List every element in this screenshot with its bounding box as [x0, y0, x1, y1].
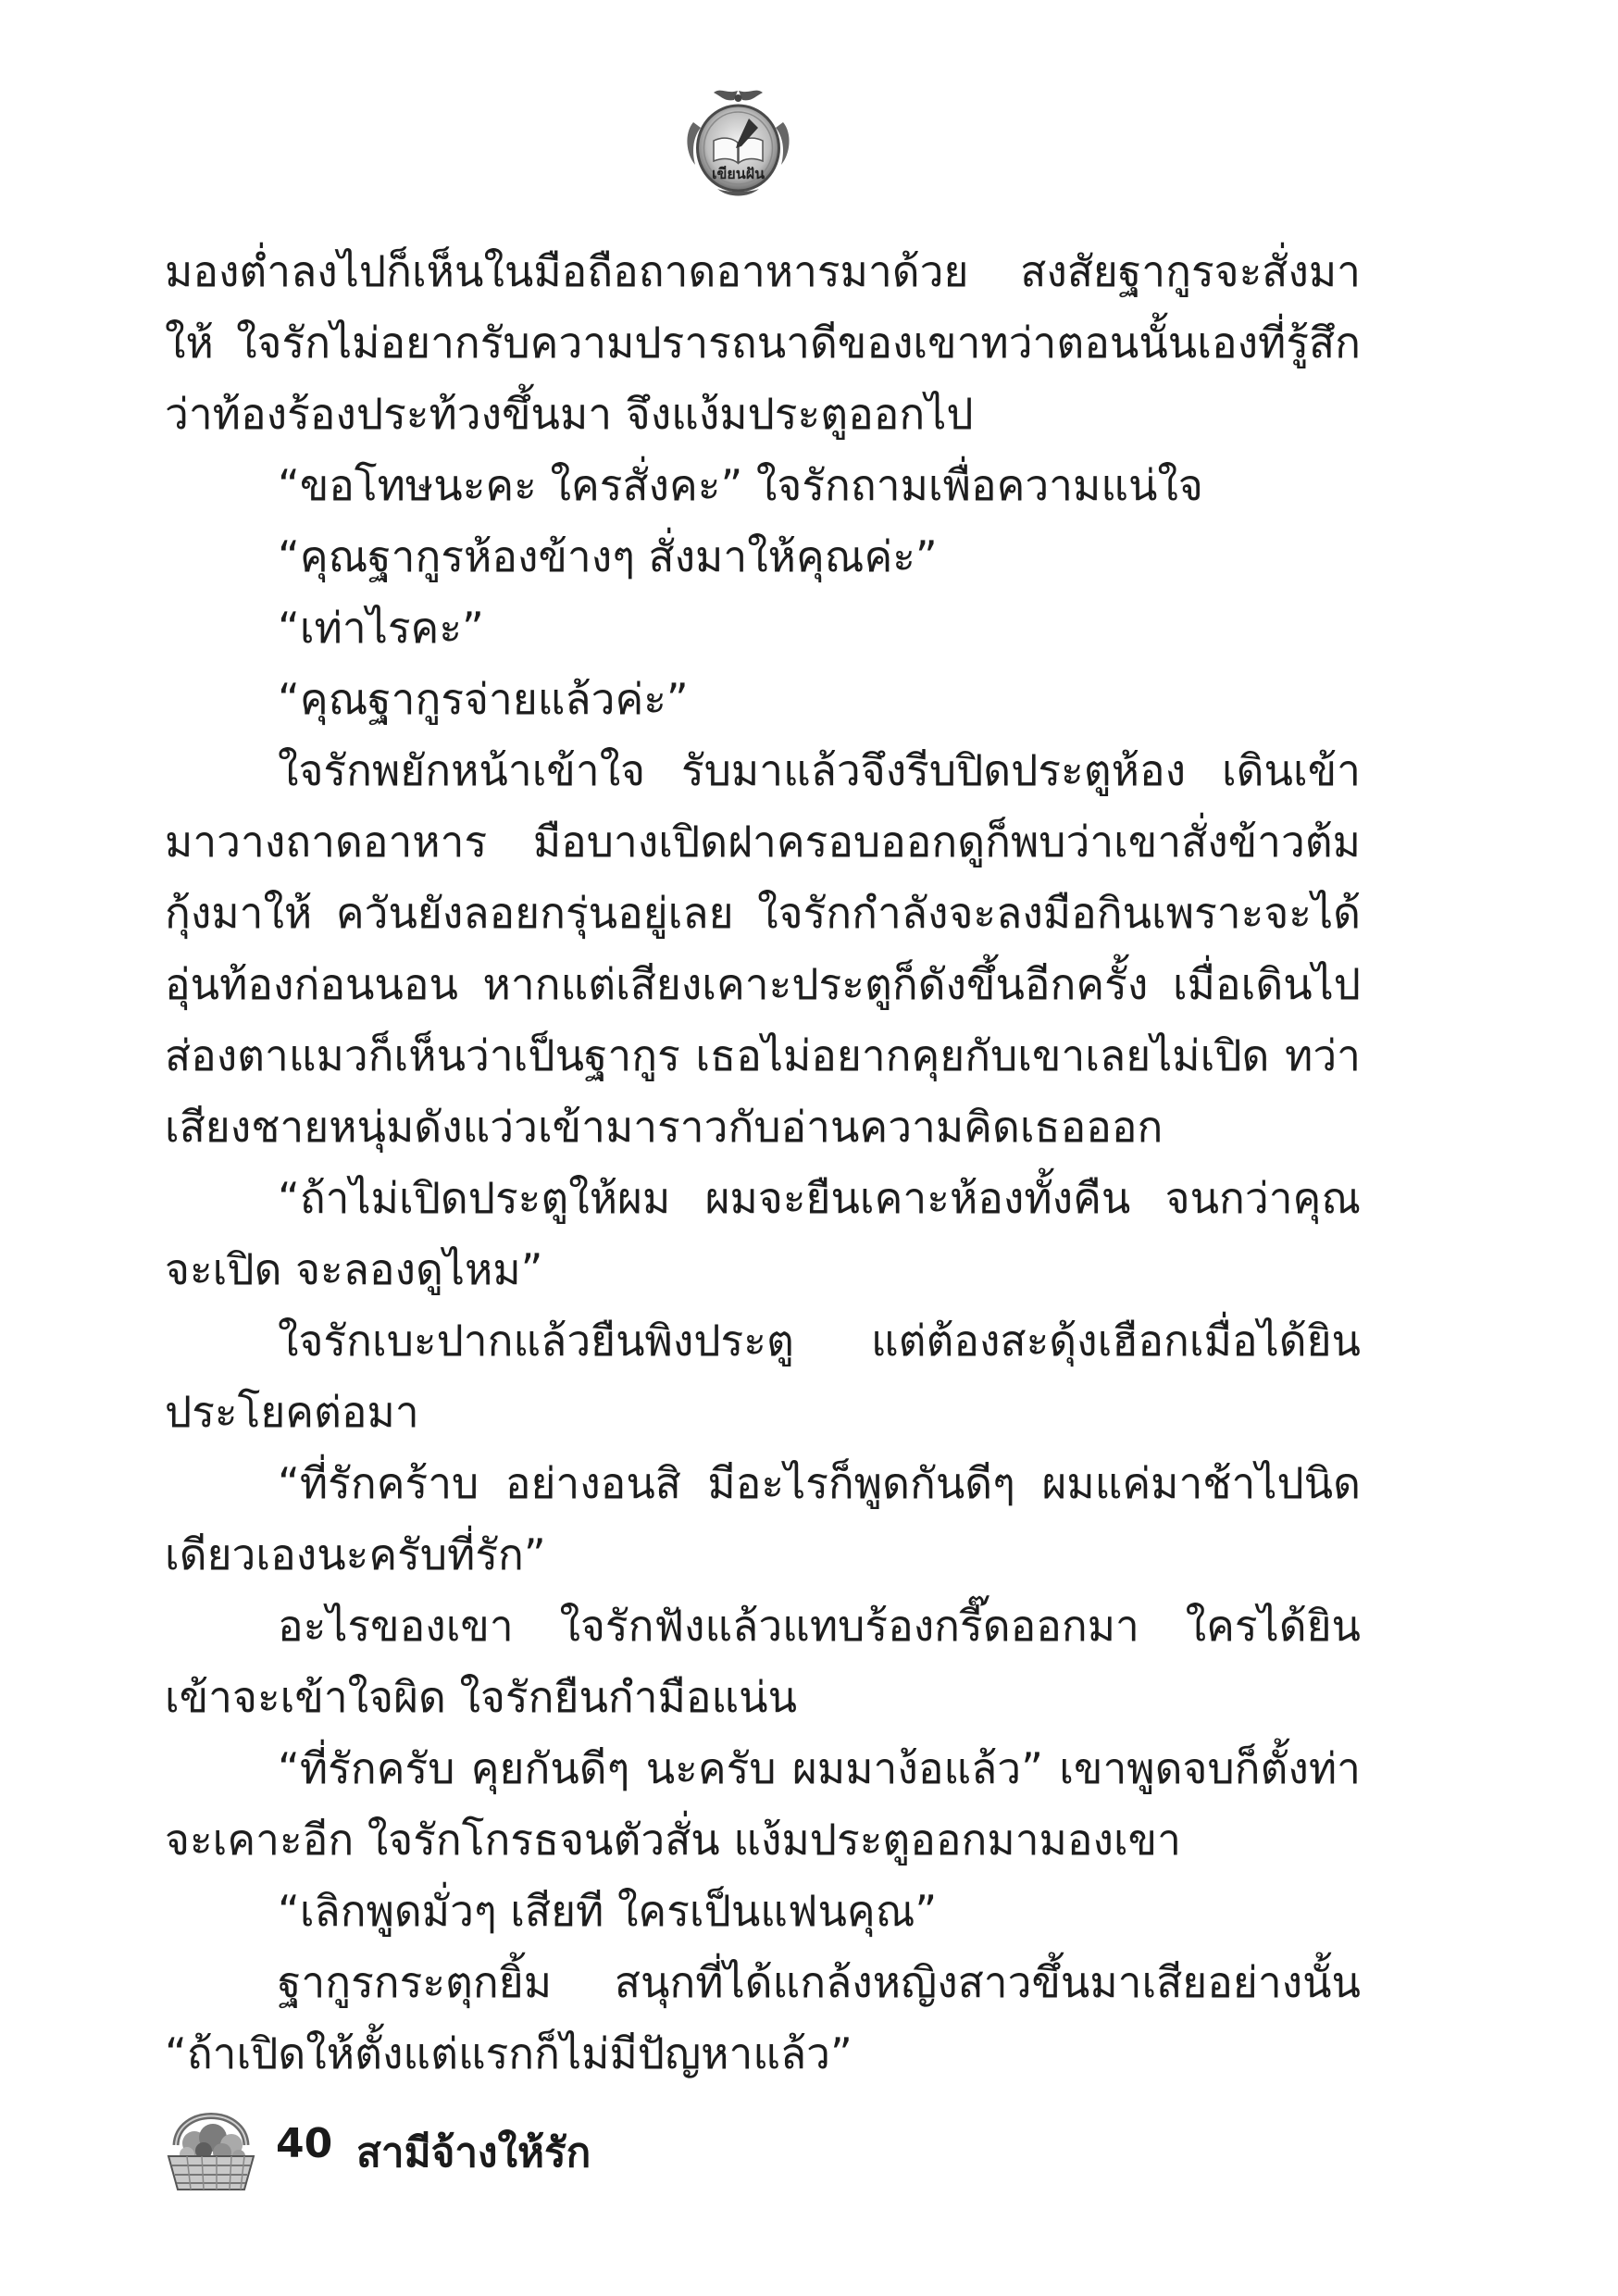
paragraph: “คุณฐากูรห้องข้างๆ สั่งมาให้คุณค่ะ” [278, 531, 938, 581]
paragraph: “ถ้าไม่เปิดประตูให้ผม ผมจะยืนเคาะห้องทั้งคืน จนกว่าคุณจะเปิด จะลองดูไหม” [165, 1173, 1361, 1294]
paragraph: “ที่รักครับ คุยกันดีๆ นะครับ ผมมาง้อแล้ว” เขาพูดจบก็ตั้งท่าจะเคาะอีก ใจรักโกรธจนตัวสั่น แง้มประตูออกมามองเขา [165, 1743, 1361, 1865]
paragraph: “คุณฐากูรจ่ายแล้วค่ะ” [278, 674, 689, 724]
paragraph: อะไรของเขา ใจรักฟังแล้วแทบร้องกรี๊ดออกมา ใครได้ยินเข้าจะเข้าใจผิด ใจรักยืนกำมือแน่น [165, 1601, 1361, 1722]
ornamental-book-emblem-icon [680, 85, 796, 206]
paragraph: “ที่รักคร้าบ อย่างอนสิ มีอะไรก็พูดกันดีๆ ผมแค่มาช้าไปนิดเดียวเองนะครับที่รัก” [165, 1458, 1361, 1579]
paragraph: ใจรักเบะปากแล้วยืนพิงประตู แต่ต้องสะดุ้งเฮือกเมื่อได้ยินประโยคต่อมา [165, 1316, 1361, 1437]
paragraph: “ขอโทษนะคะ ใครสั่งคะ” ใจรักถามเพื่อความแน่ใจ [278, 460, 1203, 510]
paragraph: “เลิกพูดมั่วๆ เสียที ใครเป็นแฟนคุณ” [278, 1886, 938, 1936]
book-title: สามีจ้างให้รัก [356, 2129, 591, 2177]
emblem-text: เขียนฝัน [711, 165, 765, 182]
paragraph: ฐากูรกระตุกยิ้ม สนุกที่ได้แกล้งหญิงสาวขึ้นมาเสียอย่างนั้น “ถ้าเปิดให้ตั้งแต่แรกก็ไม่มีปัญหาแล้ว” [165, 1957, 1361, 2078]
flower-basket-icon [159, 2097, 263, 2194]
paragraph: ใจรักพยักหน้าเข้าใจ รับมาแล้วจึงรีบปิดประตูห้อง เดินเข้ามาวางถาดอาหาร มือบางเปิดฝาครอบออกดูก็พบว่าเขาสั่งข้าวต้มกุ้งมาให้ ควันยังลอยกรุ่นอยู่เลย ใจรักกำลังจะลงมือกินเพราะจะได้อุ่นท้องก่อนนอน หากแต่เสียงเคาะประตูก็ดังขึ้นอีกครั้ง เมื่อเดินไปส่องตาแมวก็เห็นว่าเป็นฐากูร เธอไม่อยากคุยกับเขาเลยไม่เปิด ทว่าเสียงชายหนุ่มดังแว่วเข้ามาราวกับอ่านความคิดเธอออก [165, 745, 1361, 1152]
paragraph: มองต่ำลงไปก็เห็นในมือถือถาดอาหารมาด้วย สงสัยฐากูรจะสั่งมาให้ ใจรักไม่อยากรับความปรารถนาดีของเขาทว่าตอนนั้นเองที่รู้สึกว่าท้องร้องประท้วงขึ้นมา จึงแง้มประตูออกไป [165, 246, 1361, 439]
body-text [165, 236, 1361, 2090]
page-number: 40 [276, 2120, 333, 2167]
paragraph: “เท่าไรคะ” [278, 603, 484, 653]
